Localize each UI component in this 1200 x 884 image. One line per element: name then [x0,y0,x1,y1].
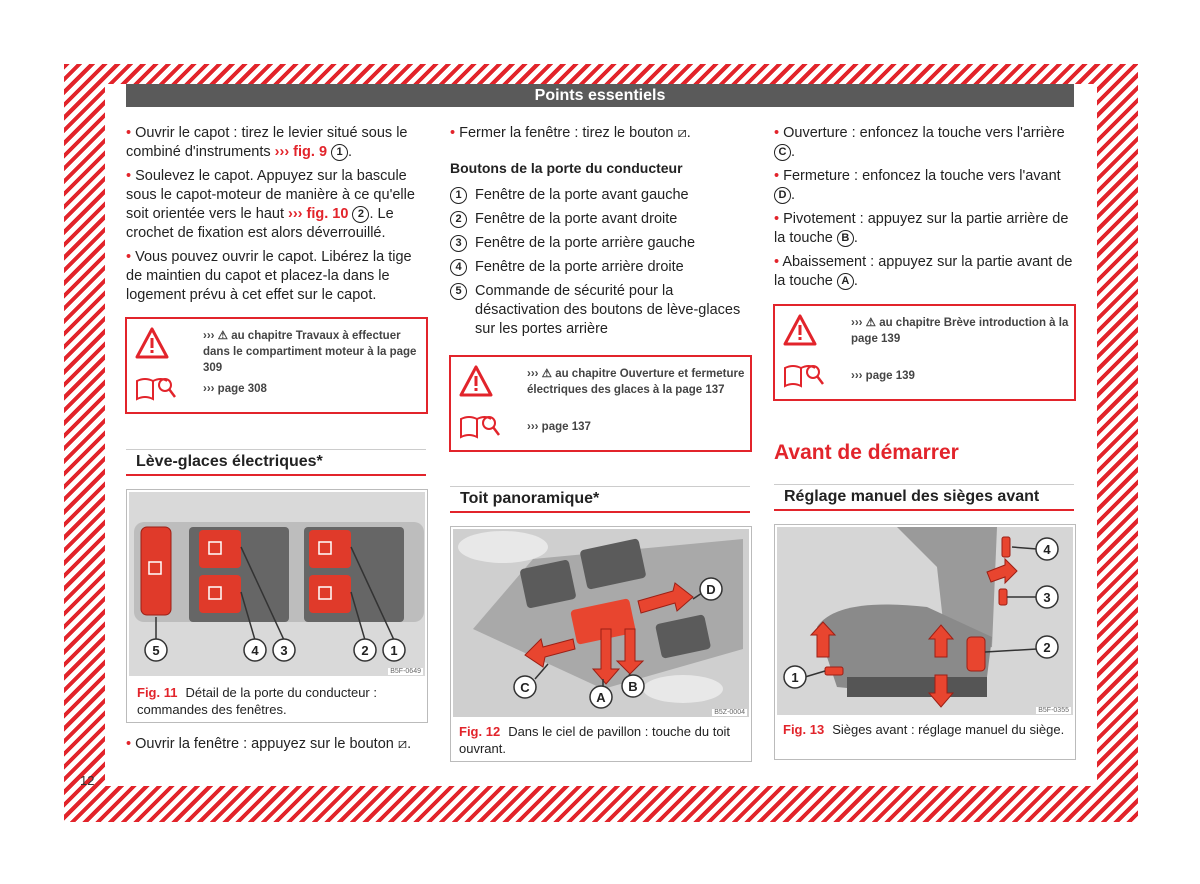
callout-5: 5 [152,643,160,658]
list-item: 4 Fenêtre de la porte arrière droite [450,258,750,277]
callout-3: 3 [280,643,288,658]
bullet-lowering: • Abaissement : appuyez sur la partie avant de la touche A . [774,254,1073,289]
list-item: 3 Fenêtre de la porte arrière gauche [450,234,750,253]
callout-2: 2 [1043,640,1051,655]
numbered-list [450,186,750,339]
page-reference[interactable]: ››› page 137 [527,421,591,433]
window-controls-drawing [129,492,425,676]
page-reference[interactable]: ››› page 308 [203,383,267,395]
page-header: Points essentiels [126,84,1074,107]
fig-reference[interactable]: ››› fig. 10 [288,206,349,222]
figure-12-caption: Fig. 12 Dans le ciel de pavillon : touche du toit ouvrant. [459,724,731,756]
fig-reference[interactable]: ››› fig. 9 [274,144,328,160]
figure-code: B5Z-0004 [714,709,745,716]
figure-13-illustration [777,527,1073,715]
page-number: 12 [80,773,95,788]
bullet-lift-hood: • Soulevez le capot. Appuyez sur la bascule sous le capot-moteur de manière à ce qu'elle soit orientée vers le haut ››› fig. 10 2 . Le crochet de fixation est alors déverrouillé. [126,168,415,241]
callout-4: 4 [251,643,259,658]
book-magnifier-icon [135,373,177,403]
warning-reference[interactable]: ››› ⚠ au chapitre Brève introduction à la page 139 [851,317,1069,345]
bullet-closing: • Fermeture : enfoncez la touche vers l'avant D . [774,168,1061,203]
warning-box [449,355,752,452]
book-magnifier-icon [783,360,825,390]
warning-box [773,304,1076,401]
callout-A: A [596,690,606,705]
section-heading-power-windows: Lève-glaces électriques* [126,449,426,476]
bullet-pivoting: • Pivotement : appuyez sur la partie arrière de la touche B . [774,211,1069,246]
figure-code: B5F-0649 [390,668,421,675]
roof-console-drawing [453,529,749,717]
seat-drawing [777,527,1073,715]
figure-11-caption: Fig. 11 Détail de la porte du conducteur : commandes des fenêtres. [137,685,377,717]
warning-triangle-icon [459,365,493,397]
warning-triangle-icon [783,314,817,346]
warning-triangle-icon [135,327,169,359]
bullet-opening: • Ouverture : enfoncez la touche vers l'arrière C . [774,125,1065,160]
bullet-open-window: • Ouvrir la fenêtre : appuyez sur le bouton ⧄. [126,736,412,752]
column-2 [450,124,750,344]
figure-code: B5F-0355 [1038,707,1069,714]
callout-4: 4 [1043,542,1051,557]
column-3 [774,124,1074,296]
callout-D: D [706,582,716,597]
figure-11-illustration [129,492,425,676]
bullet-close-window: • Fermer la fenêtre : tirez le bouton ⧄. [450,125,691,141]
figure-11 [126,489,428,723]
bullet-open-capot: • Vous pouvez ouvrir le capot. Libérez la tige de maintien du capot et placez-la dans le logement prévu à cet effet sur le capot. [126,249,412,303]
figure-13 [774,524,1076,760]
window-switch-icon: ⧄ [397,736,408,752]
list-item: 1 Fenêtre de la porte avant gauche [450,186,750,205]
callout-2: 2 [361,643,369,658]
warning-reference[interactable]: ››› ⚠ au chapitre Ouverture et fermeture électriques des glaces à la page 137 [527,368,745,396]
figure-13-caption: Fig. 13 Sièges avant : réglage manuel du siège. [783,722,1065,737]
warning-box [125,317,428,414]
page-reference[interactable]: ››› page 139 [851,370,915,382]
callout-1: 1 [390,643,398,658]
book-magnifier-icon [459,411,501,441]
chapter-title: Avant de démarrer [774,441,959,464]
window-switch-icon: ⧄ [677,125,687,141]
section-heading-panoramic-roof: Toit panoramique* [450,486,750,513]
section-heading-seat-adjustment: Réglage manuel des sièges avant [774,484,1074,511]
callout-3: 3 [1043,590,1051,605]
callout-C: C [520,680,530,695]
warning-reference[interactable]: ››› ⚠ au chapitre Travaux à effectuer dans le compartiment moteur à la page 309 [203,330,417,374]
bullet-open-hood: • Ouvrir le capot : tirez le levier situé sous le combiné d'instruments ››› fig. 9 1 . [126,125,408,160]
column-1 [126,124,426,310]
callout-B: B [628,679,638,694]
figure-12 [450,526,752,762]
callout-1: 1 [791,670,799,685]
list-item: 5 Commande de sécurité pour la désactivation des boutons de lève-glaces sur les portes arrière [450,282,750,339]
list-item: 2 Fenêtre de la porte avant droite [450,210,750,229]
subheading-driver-door-buttons: Boutons de la porte du conducteur [450,160,683,176]
figure-12-illustration [453,529,749,717]
